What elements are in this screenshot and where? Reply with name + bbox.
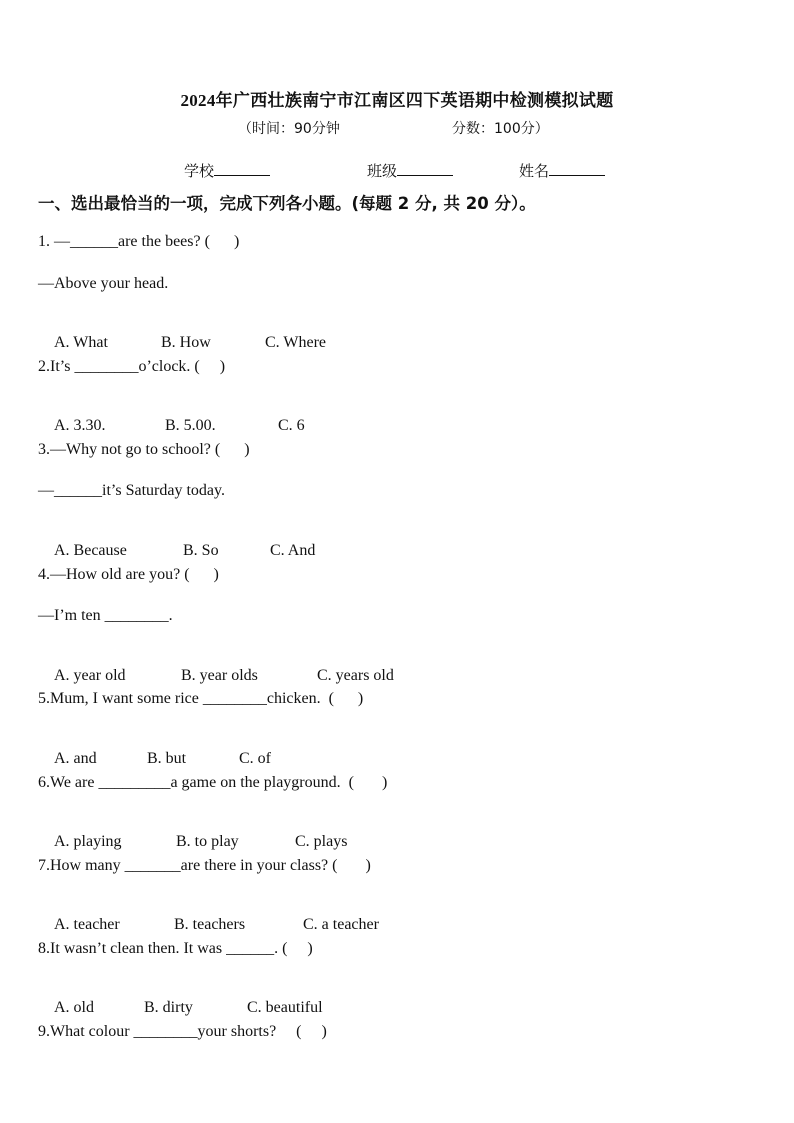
q5-option-b[interactable]: B. but [147,750,187,767]
q4-stem: 4.—How old are you? ( ) [38,566,219,583]
name-field [519,160,605,181]
q7-option-c[interactable]: C. a teacher [303,916,379,933]
exam-time: （时间：90分钟 [238,121,340,137]
q2-option-c[interactable]: C. 6 [278,417,305,434]
q1-stem: 1. —______are the bees? ( ) [38,233,240,250]
name-label: 姓名 [519,162,550,180]
exam-score: 分数：100分） [452,121,549,137]
page-title: 2024年广西壮族南宁市江南区四下英语期中检测模拟试题 [180,91,614,110]
section-heading: 一、选出最恰当的一项，完成下列各小题。(每题 2 分, 共 20 分）。 [38,194,536,213]
q8-stem: 8.It wasn’t clean then. It was ______. ( ) [38,940,313,957]
q7-option-b[interactable]: B. teachers [174,916,246,933]
q3-option-a[interactable]: A. Because [54,542,127,559]
q7-stem: 7.How many _______are there in your class? ( ) [38,857,371,874]
q3-stem: 3.—Why not go to school? ( ) [38,441,250,458]
q6-option-b[interactable]: B. to play [176,833,239,850]
q3-option-b[interactable]: B. So [183,542,219,559]
q4-answer-line: —I’m ten ________. [38,607,173,624]
q9-stem: 9.What colour ________your shorts? ( ) [38,1023,327,1040]
class-field [367,160,453,181]
class-label: 班级 [367,162,398,180]
q6-option-a[interactable]: A. playing [54,833,122,850]
q8-option-c[interactable]: C. beautiful [247,999,323,1016]
q6-stem: 6.We are _________a game on the playground. ( ) [38,774,388,791]
q2-option-a[interactable]: A. 3.30. [54,417,106,434]
q8-option-a[interactable]: A. old [54,999,94,1016]
school-field [184,160,270,181]
q1-option-c[interactable]: C. Where [265,334,327,351]
school-blank[interactable] [214,161,270,176]
q1-answer-line: —Above your head. [38,275,169,292]
q2-option-b[interactable]: B. 5.00. [165,417,216,434]
q7-option-a[interactable]: A. teacher [54,916,120,933]
q3-option-c[interactable]: C. And [270,542,316,559]
school-label: 学校 [184,162,215,180]
q5-option-c[interactable]: C. of [239,750,271,767]
q3-answer-line: —______it’s Saturday today. [38,482,225,499]
name-blank[interactable] [549,161,605,176]
q4-option-c[interactable]: C. years old [317,667,394,684]
q1-option-a[interactable]: A. What [54,334,108,351]
q4-option-a[interactable]: A. year old [54,667,126,684]
class-blank[interactable] [397,161,453,176]
q4-option-b[interactable]: B. year olds [181,667,258,684]
q5-stem: 5.Mum, I want some rice ________chicken. ( ) [38,690,364,707]
q6-option-c[interactable]: C. plays [295,833,348,850]
q1-option-b[interactable]: B. How [161,334,211,351]
q2-stem: 2.It’s ________o’clock. ( ) [38,358,226,375]
q8-option-b[interactable]: B. dirty [144,999,193,1016]
q5-option-a[interactable]: A. and [54,750,97,767]
